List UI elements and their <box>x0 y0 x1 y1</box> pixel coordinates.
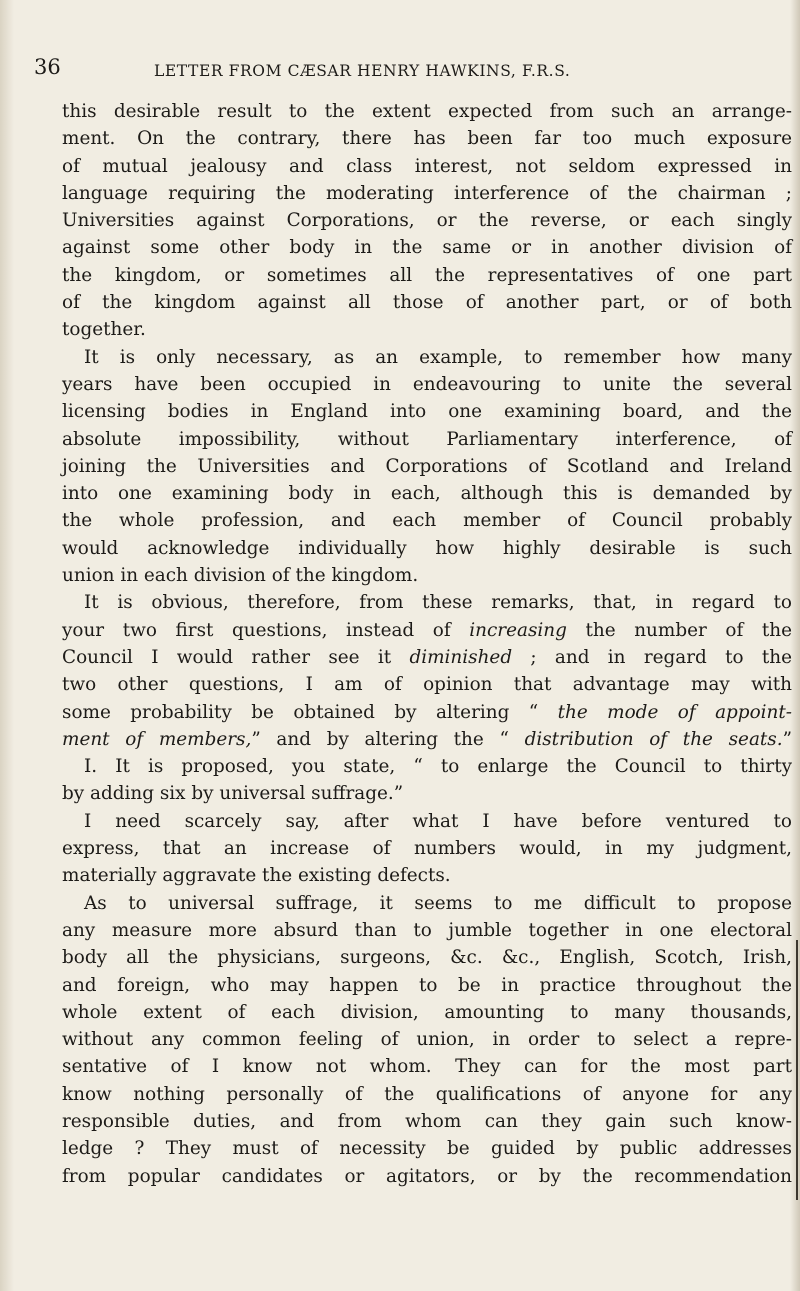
italic-span: distribution of the seats. <box>524 728 783 750</box>
text-line <box>62 344 792 371</box>
text-span: years have been occupied in endeavouring to unite the several <box>62 373 792 395</box>
text-span: Universities against Corporations, or the reverse, or each singly <box>62 210 792 232</box>
text-span: I need scarcely say, after what I have before ventured to <box>84 810 792 832</box>
text-span: responsible duties, and from whom can they gain such know- <box>62 1110 792 1132</box>
text-line <box>62 890 792 917</box>
text-line <box>62 371 792 398</box>
italic-span: ment of members, <box>62 728 252 750</box>
text-line <box>62 398 792 425</box>
text-line <box>62 862 792 889</box>
text-line <box>62 480 792 507</box>
text-line <box>62 917 792 944</box>
text-line <box>62 1163 792 1190</box>
text-span: the kingdom, or sometimes all the representatives of one part <box>62 264 792 286</box>
italic-span: the mode of appoint- <box>557 701 792 723</box>
italic-span: diminished <box>409 646 513 668</box>
body-text <box>62 98 792 1190</box>
text-span: Council I would rather see it <box>62 646 410 668</box>
text-line <box>62 644 792 671</box>
text-span: this desirable result to the extent expected from such an arrange- <box>62 101 792 122</box>
text-line <box>62 835 792 862</box>
text-line <box>62 262 792 289</box>
text-line <box>62 125 792 152</box>
text-span: I. It is proposed, you state, “ to enlarge the Council to thirty <box>84 756 792 778</box>
text-line <box>62 316 792 343</box>
text-span: joining the Universities and Corporations of Scotland and Ireland <box>62 455 792 477</box>
text-span: ; and in regard to the <box>512 646 792 668</box>
text-line <box>62 999 792 1026</box>
text-line <box>62 453 792 480</box>
text-span: As to universal suffrage, it seems to me difficult to propose <box>84 892 792 914</box>
text-line <box>62 753 792 780</box>
page-left-shadow <box>0 0 14 1291</box>
running-head: LETTER FROM CÆSAR HENRY HAWKINS, F.R.S. <box>154 62 571 80</box>
text-span: whole extent of each division, amounting to many thousands, <box>62 1001 792 1023</box>
text-line <box>62 671 792 698</box>
text-line <box>62 589 792 616</box>
text-span: some probability be obtained by altering “ <box>62 701 558 723</box>
text-span: of the kingdom against all those of another part, or of both <box>62 292 792 314</box>
text-line <box>62 699 792 726</box>
text-span: the number of the <box>566 619 792 641</box>
text-line <box>62 617 792 644</box>
text-span: two other questions, I am of opinion that advantage may with <box>62 674 792 696</box>
text-line <box>62 535 792 562</box>
italic-span: increasing <box>469 619 567 641</box>
text-line <box>62 426 792 453</box>
text-line <box>62 180 792 207</box>
text-line <box>62 98 792 125</box>
text-span: from popular candidates or agitators, or by the recommendation <box>62 1165 792 1187</box>
text-line <box>62 1108 792 1135</box>
text-span: your two first questions, instead of <box>62 619 470 641</box>
text-span: ment. On the contrary, there has been far too much exposure <box>62 128 792 150</box>
text-span: It is only necessary, as an example, to remember how many <box>84 346 792 368</box>
text-span: absolute impossibility, without Parliamentary interference, of <box>62 428 792 450</box>
text-span: any measure more absurd than to jumble together in one electoral <box>62 919 792 941</box>
text-line <box>62 153 792 180</box>
text-line <box>62 808 792 835</box>
text-span: and foreign, who may happen to be in practice throughout the <box>62 974 792 996</box>
text-span: sentative of I know not whom. They can for the most part <box>62 1056 792 1078</box>
text-span: by adding six by universal suffrage.” <box>62 783 404 805</box>
text-line <box>62 1026 792 1053</box>
text-span: body all the physicians, surgeons, &c. &c., English, Scotch, Irish, <box>62 947 792 969</box>
text-span: the whole profession, and each member of Council probably <box>62 510 792 532</box>
text-line <box>62 1081 792 1108</box>
text-line <box>62 234 792 261</box>
text-line <box>62 507 792 534</box>
text-span: express, that an increase of numbers would, in my judgment, <box>62 838 792 860</box>
text-line <box>62 1135 792 1162</box>
text-span: It is obvious, therefore, from these remarks, that, in regard to <box>84 592 792 614</box>
text-span: ” <box>782 728 792 750</box>
text-span: of mutual jealousy and class interest, not seldom expressed in <box>62 155 792 177</box>
text-line <box>62 780 792 807</box>
text-span: licensing bodies in England into one examining board, and the <box>62 401 792 423</box>
text-span: materially aggravate the existing defects. <box>62 865 451 887</box>
text-span: ” and by altering the “ <box>251 728 525 750</box>
text-line <box>62 562 792 589</box>
text-span: language requiring the moderating interference of the chairman ; <box>62 182 792 204</box>
text-line <box>62 972 792 999</box>
text-line <box>62 944 792 971</box>
text-span: would acknowledge individually how highly desirable is such <box>62 537 792 559</box>
text-line <box>62 726 792 753</box>
text-span: union in each division of the kingdom. <box>62 565 419 587</box>
text-span: against some other body in the same or in another division of <box>62 237 792 259</box>
text-span: without any common feeling of union, in order to select a repre- <box>62 1029 792 1051</box>
text-span: into one examining body in each, although this is demanded by <box>62 483 792 505</box>
page-number: 36 <box>34 55 61 79</box>
text-line <box>62 289 792 316</box>
page-edge-mark <box>796 940 798 1200</box>
text-line <box>62 1053 792 1080</box>
text-span: together. <box>62 319 146 341</box>
text-span: know nothing personally of the qualifications of anyone for any <box>62 1083 792 1105</box>
text-line <box>62 207 792 234</box>
text-span: ledge ? They must of necessity be guided by public addresses <box>62 1138 792 1160</box>
